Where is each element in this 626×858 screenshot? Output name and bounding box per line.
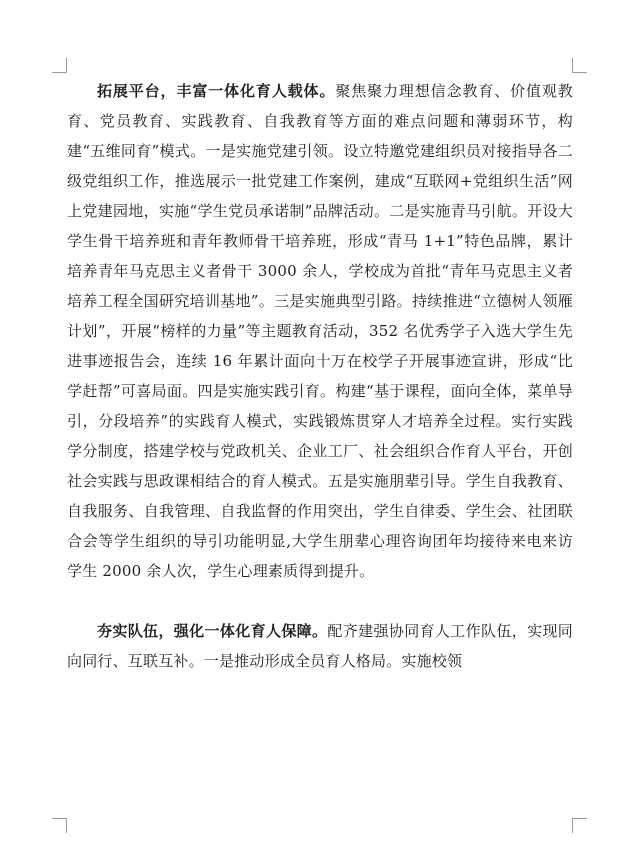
- page-corner-mark-bottom-right: [572, 818, 587, 833]
- paragraph-team: [67, 616, 573, 676]
- page-corner-mark-top-left: [52, 58, 67, 73]
- paragraph-heading: 拓展平台，丰富一体化育人载体。: [97, 82, 336, 100]
- paragraph-text: 聚焦聚力理想信念教育、价值观教育、党员教育、实践教育、自我教育等方面的难点问题和薄弱环节，构建“五维同育”模式。一是实施党建引领。设立特邀党建组织员对接指导各二级党组织工作，推选展示一批党建工作案例，建成“互联网+党组织生活”网上党建园地，实施“学生党员承诺制”品牌活动。二是实施青马引航。开设大学生骨干培养班和青年教师骨干培养班，形成“青马 1+1”特色品牌，累计培养青年马克思主义者骨干 3000 余人，学校成为首批“青年马克思主义者培养工程全国研究培训基地”。三是实施典型引路。持续推进“立德树人领雁计划”，开展“榜样的力量”等主题教育活动，352 名优秀学子入选大学生先进事迹报告会，连续 16 年累计面向十万在校学子开展事迹宣讲，形成“比学赶帮”可喜局面。四是实施实践引育。构建“基于课程，面向全体，菜单导引，分段培养”的实践育人模式，实践锻炼贯穿人才培养全过程。实行实践学分制度，搭建学校与党政机关、企业工厂、社会组织合作育人平台，开创社会实践与思政课相结合的育人模式。五是实施朋辈引导。学生自我教育、自我服务、自我管理、自我监督的作用突出，学生自律委、学生会、社团联合会等学生组织的导引功能明显,大学生朋辈心理咨询团年均接待来电来访学生 2000 余人次，学生心理素质得到提升。: [67, 82, 573, 580]
- paragraph-platform: [67, 76, 573, 586]
- paragraph-text: 配齐建强协同育人工作队伍，实现同向同行、互联互补。一是推动形成全员育人格局。实施校领: [67, 622, 573, 670]
- paragraph-heading: 夯实队伍，强化一体化育人保障。: [97, 622, 328, 640]
- page-corner-mark-top-right: [572, 58, 587, 73]
- document-body: [67, 76, 573, 676]
- page-corner-mark-bottom-left: [52, 818, 67, 833]
